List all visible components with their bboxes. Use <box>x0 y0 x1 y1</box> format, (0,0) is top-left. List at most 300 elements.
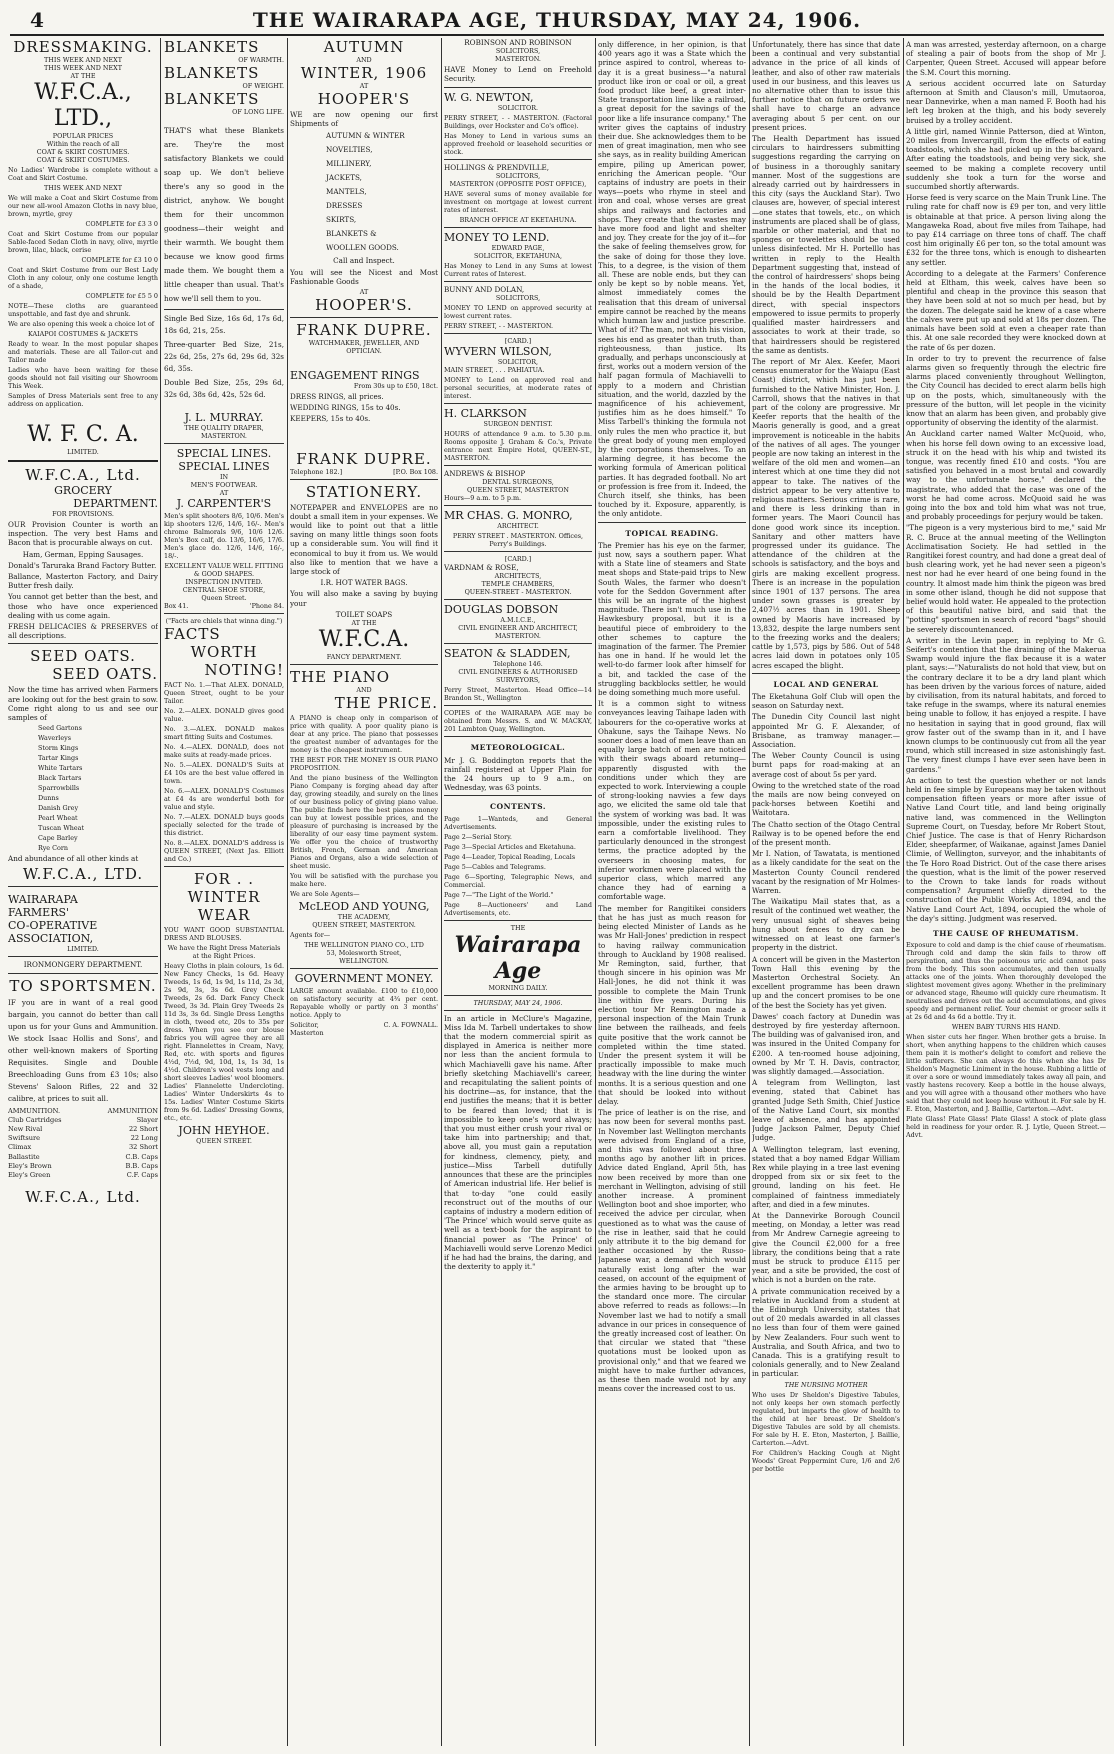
ad-subline: COAT & SKIRT COSTUMES. <box>36 148 130 156</box>
merchant-name: MR CHAS. G. MONRO, <box>444 509 573 523</box>
ad-subline: MEN'S FOOTWEAR. <box>190 481 258 489</box>
ad-text: THE BEST FOR THE MONEY IS OUR PIANO PROPOSITION. <box>290 756 438 773</box>
list-item: White Tartars <box>38 764 83 773</box>
list-item: The Weber County Council is using burnt paps for road-making at an average cost of about 5s per yard. <box>752 751 900 779</box>
ad-text: Ready to wear. In the most popular shapes and materials. These are all Tailor-cut and Tailor made <box>8 340 158 364</box>
ad-subline: BRANCH OFFICE AT EKETAHUNA. <box>459 215 577 224</box>
ad-subline: FOR PROVISIONS. <box>52 510 114 518</box>
list-item: According to a delegate at the Farmers' Conference held at Eltham, this week, calves have been so plentiful and cheap in the province this season that they have been sold at not so much per head, but by the dozen. The delegate said he knew of a case where the calves were put up and sold at 18s per dozen. The animals have been sold at even a cheaper rate than this. At one sale recorded they were knocked down at the rate of 6s per dozen. <box>906 268 1106 352</box>
column-rule <box>903 38 904 1746</box>
ad-subline: COAT & SKIRT COSTUMES. <box>36 156 130 164</box>
ad-subline: MASTERTON. <box>201 432 247 440</box>
ad-text: Ladies who have been waiting for these goods should not fail visiting our Showroom This Week. <box>8 366 158 390</box>
ad-subline: AND <box>356 686 372 695</box>
sportsmen-heading: TO SPORTSMEN. <box>9 976 157 995</box>
article-text: Unfortunately, there has since that date been a continual and very substantial advance in the price of all kinds of leather, and also of other raw materials used in our business, and this leaves us no alternative other than to issue this further notice that on future orders we shall have to charge an advance averaging about 5 per cent. on our present prices. <box>752 40 900 132</box>
ad-subline: OF WEIGHT. <box>242 82 284 90</box>
list-item: Pearl Wheat <box>38 814 78 823</box>
table-cell: 22 Long <box>130 1134 158 1143</box>
ad-subline: FANCY DEPARTMENT. <box>326 653 402 662</box>
merchant-name: ROBINSON AND ROBINSON <box>464 38 572 47</box>
list-item: Horse feed is very scarce on the Main Trunk Line. The ruling rate for chaff now is £9 per ton, and very little is obtainable at that price. A person living along the Mangaweka Road, about five miles from Taihape, had to pay £14 carriage on three tons of chaff. The chaff cost him originally £6 per ton, so the total amount was £32 for the three tons, which is enough to dishearten any settler. <box>906 193 1106 267</box>
wfca-heading: W.F.C.A., LTD., <box>34 80 132 131</box>
table-cell: Club Cartridges <box>8 1115 62 1124</box>
list-item: NOVELTIES, <box>326 145 373 155</box>
price-line: Double Bed Size, 25s, 29s 6d, 32s 6d, 38s 6d, 42s, 52s 6d. <box>164 378 284 399</box>
list-item: Page 3—Special Articles and Eketahuna. <box>444 842 576 851</box>
list-item: A little girl, named Winnie Patterson, died at Winton, 20 miles from Invercargill, from the effects of eating toadstools, which she had picked up in the backyard. After eating the toadstools, and being very sick, she seemed to be making a complete recovery until suddenly she took a turn for the worse and succumbed shortly afterwards. <box>906 126 1106 192</box>
local-news-list <box>906 40 1106 923</box>
ad-subline: IN <box>219 473 229 481</box>
section-heading: CONTENTS. <box>490 802 546 812</box>
column-rule <box>287 38 288 1746</box>
winter-heading: WEAR <box>197 906 251 924</box>
merchant-name: C. A. FOWNALL. <box>383 1021 438 1030</box>
ad-text: Coat and Skirt Costume from our popular Sable-faced Sedan Cloth in navy, olive, myrtle brown, lilac, black, cerise <box>8 230 158 254</box>
ad-subline: SOLICITORS, <box>495 47 541 56</box>
facts-list <box>164 681 284 863</box>
column-6 <box>752 38 900 1746</box>
list-item: Seed Gartons <box>38 724 82 733</box>
merchant-name: HOLLINGS & PRENDVILLE, <box>444 162 549 172</box>
ad-subline: SOLICITOR, EKETAHUNA, <box>473 251 562 260</box>
ad-subline: THIS WEEK AND NEXT <box>44 64 122 72</box>
ad-text: Coat and Skirt Costume from our Best Lady Cloth in any colour, only one costume length of a shade, <box>8 266 158 290</box>
ad-subline: QUEEN STREET, MASTERTON. <box>312 921 416 930</box>
table-row <box>8 1162 158 1171</box>
article-text: The report of Mr Alex. Keefer, Maori census enumerator for the Waiapu (East Coast) district, which has just been furnished to the Native Minister, Hon. J. Carroll, shows that the natives in that part of the colony are progressive. Mr Keefer reports that the health of the Maoris generally is good, and a great improvement is noticeable in the habits of the natives of all ages. The younger people are now taking an interest in the welfare of the old men and women—an interest which at one time they did not appear to take. The natives of the district appear to be very attentive to religious matters. Serious crime is rare, and there is less drinking than in former years. The Maori Council has done good work since its inception. Sanitary and other matters have progressed under its guidance. The attendance of the children at the schools is satisfactory, and the boys and girls are making excellent progress. There is an increase in the population since 1901 of 137 persons. The area under sown grasses is greater by 2,407½ acres than in 1901. Sheep owned by Maoris have increased by 13,832, despite the large numbers sent to the freezing works and the dealers; cattle by 1,573, pigs by 586. Out of 548 acres laid down in potatoes only 105 acres escaped the blight. <box>752 356 900 670</box>
ad-subline: THIS WEEK AND NEXT <box>44 56 122 64</box>
list-item: JACKETS, <box>326 173 362 183</box>
ad-text: DRESS RINGS, all prices. <box>290 392 384 402</box>
article-text: Mr J. G. Boddington reports that the rainfall registered at Upper Plain for the 24 hours up to 9 a.m., on Wednesday, was 63 points. <box>444 755 592 793</box>
blankets-heading: BLANKETS <box>164 64 260 82</box>
wfca-heading: W.F.C.A., Ltd. <box>25 1188 141 1207</box>
column-5 <box>598 38 746 1746</box>
ad-text: You will see the Nicest and Most Fashionable Goods <box>290 267 438 286</box>
merchant-name: SEATON & SLADDEN, <box>444 647 571 661</box>
list-item: Page 7—"The Light of the World." <box>444 890 554 899</box>
blankets-heading: BLANKETS <box>164 90 260 108</box>
column-rule <box>595 38 596 1746</box>
list-item: Danish Grey <box>38 804 79 813</box>
ad-heading: WAIRARAPA <box>8 893 78 907</box>
ad-text: No Ladies' Wardrobe is complete without a Coat and Skirt Costume. <box>8 166 158 182</box>
leader-date: THURSDAY, MAY 24, 1906. <box>473 998 563 1007</box>
ad-subline: EXCELLENT VALUE WELL FITTING & GOOD SHAPES. <box>164 562 284 578</box>
merchant-name: J. L. MURRAY. <box>184 411 264 424</box>
list-item: Page 4—Leader, Topical Reading, Locals <box>444 852 576 861</box>
ad-subline: SOLICITORS, <box>495 294 541 303</box>
article-text: The Health Department has issued circulars to hairdressers submitting suggestions regarding the carrying on of business in a thoroughly sanitary manner. Most of the suggestions are already carried out by hairdressers in this city (says the Auckland Star). Two clauses are, however, of special interest—one states that towels, etc., on which instruments are placed shall be of glass, marble or other material, and that no sponges or towelettes should be used unless disinfected. Mr H. Portelllo has written in reply to the Health Department suggesting that, instead of the control of hairdressers' shops being in the hands of the local bodies, it should be by the Health Department direct, with special inspectors empowered to issue permits to properly qualified master hairdressers and associates to work at their trade, so that hairdressers should be registered the same as dentists. <box>752 134 900 355</box>
ad-subline: MORNING DAILY. <box>488 983 548 992</box>
ad-subline: MASTERTON. <box>495 55 541 64</box>
winter-heading: WINTER <box>187 888 261 906</box>
section-heading: THE CAUSE OF RHEUMATISM. <box>933 929 1079 939</box>
column-1 <box>8 38 158 1746</box>
ad-subline: OF WARMTH. <box>238 56 284 64</box>
ad-heading: SPECIAL LINES. <box>176 447 272 460</box>
ad-subline: MASTERTON. <box>495 632 541 641</box>
list-item: Cape Barley <box>38 834 78 843</box>
table-cell: Slayer <box>136 1115 158 1124</box>
section-heading: THE NURSING MOTHER <box>784 1380 868 1389</box>
ad-text: WEDDING RINGS, 15s to 40s. <box>290 403 401 413</box>
phone-number: Telephone 182.] <box>290 467 343 476</box>
merchant-name: FRANK DUPRE. <box>296 449 432 468</box>
ad-text: LARGE amount available. £100 to £10,000 on satisfactory security at 4¾ per cent. Repayable wholly or partly on 3 months' notice. Apply to <box>290 987 438 1020</box>
ad-text: Who uses Dr Sheldon's Digestive Tabules, not only keeps her own stomach perfectly regulated, but imparts the glow of health to the child at her breast. Dr Sheldon's Digestive Tabules are sold by all chemists. For sale by H. E. Eton, Masterton, J. Baillie, Carterton.—Advt. <box>752 1390 900 1447</box>
ad-text: We are also opening this week a choice lot of <box>8 320 155 328</box>
ad-subline: Telephone 146. <box>493 660 543 669</box>
ad-text: HAVE several sums of money available for investment on mortgage at lowest current rates of interest. <box>444 189 592 214</box>
price-line: From 30s up to £50, 18ct. <box>353 382 438 391</box>
ad-text: THAT'S what these Blankets are. They're the most satisfactory Blankets we could soap up. We don't believe there's any so good in the district, anyhow. We bought them for their uncommon goodness—their weight and their warmth. We bought them because we know good firms made them. We bought them a little cheaper than usual. That's how we'll sell them to you. <box>164 126 284 303</box>
ad-text: And the piano business of the Wellington Piano Company is forging ahead day after day, growing steadily, and surely on the lines of our business policy of giving piano value. The public finds here the best pianos money can buy at lowest possible prices, and the pleasure of purchasing is increased by the liberality of our easy time payment system. We offer you the choice of trustworthy British, French, German and American Pianos and Organs, also a wide selection of sheet music. <box>290 774 438 871</box>
ad-subline: WELLINGTON. <box>339 957 389 966</box>
ad-subline: CIVIL ENGINEERS & AUTHORISED SURVEYORS, <box>458 668 578 685</box>
ad-subline: OF LONG LIFE. <box>232 108 284 116</box>
column-2 <box>164 38 284 1746</box>
list-item: Owing to the wretched state of the road the mails are now being conveyed on pack-horses between Koetihi and Waitotara. <box>752 780 900 818</box>
list-item: Page 2—Serial Story. <box>444 832 512 841</box>
ad-subline: QUEEN STREET. <box>196 1137 252 1145</box>
table-cell: Eley's Brown <box>8 1161 52 1170</box>
ad-subline: CIVIL ENGINEER AND ARCHITECT, <box>458 624 578 633</box>
list-item: Dawes' coach factory at Dunedin was destroyed by fire yesterday afternoon. The building was of galvanised iron, and was insured in the United Company for £200. A ten-roomed house adjoining, owned by Mr T. H. Davis, contractor, was slightly damaged.—Association. <box>752 1011 900 1076</box>
ad-text: NOTE—These cloths are guaranteed unspottable, and fast dye and shrunk. <box>8 302 158 318</box>
ad-text: Ham, German, Epping Sausages. <box>22 549 144 559</box>
ad-subline: AT THE <box>70 72 96 80</box>
ad-heading: CO-OPERATIVE <box>8 919 98 933</box>
list-item: At the Dannevirke Borough Council meeting, on Monday, a letter was read from Mr Andrew Carnegie agreeing to give the Council £2,000 for a free library, the conditions being that a rate must be struck to produce £115 per year, and a site be provided, the cost of which is not a burden on the rate. <box>752 1210 900 1285</box>
column-rule <box>441 38 442 1746</box>
list-item: Black Tartars <box>38 774 82 783</box>
ad-subline: [CARD.] <box>504 337 532 346</box>
table-cell: B.B. Caps <box>125 1161 158 1170</box>
list-item: The Waikatipu Mail states that, as a result of the continued wet weather, the very unusual sight of sheaves being hung about fences to dry can be witnessed on at least one farmer's property in the district. <box>752 897 900 953</box>
page-number: 4 <box>30 8 44 32</box>
article-text: The price of leather is on the rise, and has now been for several months past. In November last Wellington merchants were advised from England of a rise, and this was followed about three months ago by another lift in prices. Advice dated England, April 5th, has now been received by more than one merchant in Wellington, advising of still another increase. A prominent Wellington boot and shoe importer, who received the advice per circular, when questioned as to what was the cause of the rise in leather, said that he could only attribute it to the big demand for leather occasioned by the Russo-Japanese war, a demand which would naturally exist long after the war ceased, on account of the equipment of the armies having to be brought up to the standard once more. The circular above referred to reads as follows:—In November last we had to notify a small advance in our prices in consequence of the greatly increased cost of leather. On that circular we stated that "these quotations must be looked upon as provisional only," and that we feared we might have to make further advances, as these then made would not by any means cover the increased cost to us. <box>598 1108 746 1394</box>
ad-subline: A.M.I.C.E., <box>500 616 536 625</box>
ad-subline: TOILET SOAPS <box>335 609 393 619</box>
merchant-name: H. CLARKSON <box>444 407 527 421</box>
facts-heading: WORTH <box>190 643 258 661</box>
ad-text: NOTEPAPER and ENVELOPES are no doubt a small item in your expenses. We would like to point out that a little saving on many little things soon foots up a considerable sum. You will find it economical to buy it from us. We would also like to mention that we have a large stock of <box>290 502 438 577</box>
list-item: No. 5.—ALEX. DONALD'S Suits at £4 10s are the best value offered in town. <box>164 761 284 785</box>
table-cell: Climax <box>8 1143 32 1152</box>
price-line: COMPLETE for £3 3 0 <box>85 220 158 228</box>
ad-subline: THE ACADEMY, <box>337 913 391 922</box>
merchant-name: BUNNY AND DOLAN, <box>444 284 525 294</box>
hooper-items <box>290 130 438 254</box>
list-item: The Eketahuna Golf Club will open the season on Saturday next. <box>752 692 900 711</box>
list-item: No. 8.—ALEX. DONALD'S address is QUEEN STREET, (Next Jas. Elliott and Co.) <box>164 839 284 863</box>
wfca-heading: W.F.C.A. <box>318 627 410 653</box>
table-header: AMMUNITION. <box>8 1106 61 1115</box>
ad-subline: SOLICITOR. <box>497 103 539 112</box>
wfca-heading: W.F.C.A., LTD. <box>22 865 144 884</box>
merchant-name: JOHN HEYHOE. <box>178 1124 270 1137</box>
ad-text: IF you are in want of a real good bargain, you cannot do better than call upon us for your Guns and Ammunition. We stock Isaac Hollis and Sons', and other well-known makers of Sporting Requisites. Single and Double Breechloading Guns from £3 10s; also Stevens' Saloon Rifles, 22 and 32 calibre, at prices to suit all. <box>8 997 158 1103</box>
merchant-name: ANDREWS & BISHOP <box>444 469 526 479</box>
section-heading: METEOROLOGICAL. <box>470 743 566 753</box>
table-row <box>8 1125 158 1134</box>
list-item: SKIRTS, <box>326 215 357 225</box>
merchant-name: EDWARD PAGE, <box>491 243 545 252</box>
winter-heading: FOR . . <box>193 870 255 888</box>
ad-text: You will be satisfied with the purchase you make here. <box>290 872 438 889</box>
ad-subline: TEMPLE CHAMBERS, <box>481 580 555 589</box>
table-cell: Ballastite <box>8 1152 40 1161</box>
stationery-heading: STATIONERY. <box>305 482 423 501</box>
ad-subline: MASTERTON (OPPOSITE POST OFFICE), <box>449 179 587 188</box>
price-line: Single Bed Size, 16s 6d, 17s 6d, 18s 6d, 21s, 25s. <box>164 314 284 335</box>
table-header: AMMUNITION <box>107 1106 158 1115</box>
ad-subline: CENTRAL SHOE STORE, <box>182 586 266 594</box>
ad-subline: Within the reach of all <box>46 140 120 148</box>
ad-subline: MAIN STREET, . . . PAHIATUA. <box>444 366 545 375</box>
list-item: Storm Kings <box>38 744 79 753</box>
table-row <box>8 1171 158 1180</box>
ad-text: We have the Right Dress Materials at the Right Prices. <box>167 944 281 960</box>
ad-subline: AT <box>359 288 369 297</box>
merchant-name: W. G. NEWTON, <box>444 90 534 104</box>
list-item: An action to test the question whether or not lands held in fee simple by Europeans may be taken without compensation fifteen years or more after issue of Native Land Court title, and land being originally native land, was commenced in the Wellington Supreme Court, on Tuesday, before Mr Robert Stout, Chief Justice. The case is that of Henry Richardson Elder, sheepfarmer, of Waikanae, against James Daniel Climie, of Wellington, surveyor, and the inhabitants of the Te Horo Road District. Out of the case there arises the question, what is the limit of the power reserved to the Crown to take lands for roads without compensation? Argument chiefly directed to the construction of the Public Works Act, 1894, and the Native Land Court Act, 1894, occupied the whole of the day's sitting. Judgment was reserved. <box>906 775 1106 923</box>
facts-heading: NOTING! <box>204 661 284 679</box>
list-item: Rye Corn <box>38 844 69 853</box>
wfca-heading: W.F.C.A., Ltd. <box>25 466 141 484</box>
merchant-name: DOUGLAS DOBSON <box>444 603 559 617</box>
phone-number: 'Phone 84. <box>249 602 284 610</box>
ad-subline: POPULAR PRICES <box>52 132 114 140</box>
merchant-name: VARDNAM & ROSE, <box>444 563 519 573</box>
ad-text: A PIANO is cheap only in comparison of price with quality. A poor quality piano is dear at any price. The piano that possesses the greatest number of advantages for the money is the cheapest instrument. <box>290 714 438 755</box>
list-item: MANTELS, <box>326 187 367 197</box>
table-row <box>8 1116 158 1125</box>
newspaper-nameplate: Wairarapa Age <box>454 931 582 984</box>
ad-text: Agents for— <box>290 931 331 940</box>
article-text: The member for Rangitikei considers that he has just as much reason for being elected Minister of Lands as he was Mr Hall-Jones' prediction in respect to having railway communication through to Auckland by 1908 realised. Mr Remington, said, further, that though sincere in his opinion was Mr Hall-Jones, he did not think it was possible to complete the Main Trunk line within five years. During his election tour Mr Remington made a personal inspection of the Main Trunk line between the railheads, and feels quite positive that the work cannot be completed within the time stated. Under the present system it will be practically impossible to make much headway with the line during the winter months. It is a serious question and one that should be looked into without delay. <box>598 903 746 1106</box>
price-line: COMPLETE for £3 10 0 <box>81 256 158 264</box>
article-text: only difference, in her opinion, is that 400 years ago it was a State which the prince aspired to control, whereas to-day it is a great business—"a natural product like iron or coal or oil, a great food product like beef, a great inter-State transportation line like a railroad, a great deposit for the savings of the poor like a life insurance company." The writer gives the captains of industry their due. She acknowledges them to be men of great imagination, men who see she says, as in reality building American empire, piling up American power, enriching the American people. "Our captains of industry are poets in their ways—poets who rhyme in steel and iron and coal, whose verses are great ships and railways and factories and shops. They create that the wastes may have more food and light and shelter and joy. They create for the joy of it—for the sake of feeling themselves grow, for the sake of doing for those they love. This, to a degree, is the vision of them all. These are noble ends, but they can only be kept so by noble means. Yet, almost immediately comes the realisation that this dream of universal empire cannot be reached by the means which human law and justice prescribe. What of it? The man, not with his vision, sees his end as greater than truth, than righteousness, than justice. Its gradually, and perhaps unconsciously at first, works out a modern version of the half pagan formula of Machiavelli to apply to a modern and Christian situation, and the world, dazzled by the magnificence of his achievement, justifies him as he does himself." To Miss Tarbell's thinking the formula not only rules the men who practice it, but the great body of young men employed by the corporations themselves. To an alarming degree, it has become the working formula of American political parties. It has degraded football. No art or profession is free from it. Indeed, the Church itself, she thinks, has been touched by it. Exposure, apparently, is the only antidote. <box>598 40 746 519</box>
ad-text: OUR Provision Counter is worth an inspection. The very best Hams and Bacon that is procurable always on cut. <box>8 520 158 548</box>
piano-heading: THE PRICE. <box>334 694 438 713</box>
ad-subline: AT <box>359 82 369 90</box>
list-item: Mr I. Nation, of Tawatata, is mentioned as a likely candidate for the seat on the Masterton County Council rendered vacant by the resignation of Mr Holmes-Warren. <box>752 849 900 896</box>
ad-text: For Children's Hacking Cough at Night Woods' Great Peppermint Cure, 1/6 and 2/6 per bottle <box>752 1448 900 1473</box>
list-item: Page 1—Wanteds, and General Advertisements. <box>444 814 592 831</box>
list-item: Page 8—Auctioneers' and Land Advertisements, etc. <box>444 900 592 917</box>
list-item: The Chatto section of the Otago Central Railway is to be opened before the end of the present month. <box>752 819 900 848</box>
column-3 <box>290 38 438 1746</box>
ad-text: HOURS of attendance 9 a.m. to 5.30 p.m. Rooms opposite J. Graham & Co.'s, Private entrance next Empire Hotel, QUEEN-ST., MASTERTON. <box>444 430 592 463</box>
table-row <box>8 1153 158 1162</box>
ad-subline: SOLICITOR, <box>497 358 539 367</box>
section-heading: LOCAL AND GENERAL <box>773 679 879 689</box>
ad-subline: PERRY STREET, - - MASTERTON. <box>444 322 554 331</box>
price-line: COMPLETE for £5 5 0 <box>85 292 158 300</box>
list-item: AUTUMN & WINTER <box>326 131 405 141</box>
ad-subline: THIS WEEK AND NEXT <box>44 184 122 192</box>
ad-heading: GOVERNMENT MONEY. <box>294 972 434 986</box>
ad-text: Men's split shooters 8/6, 10/6. Men's kip shooters 12/6, 14/6, 16/-. Men's chrome Balmorals 9/6, 10/6 12/6. Men's Box calf, do. 13/6, 16/6, 17/6. Men's glace do. 12/6, 14/6, 16/-, 18/-. <box>164 512 284 560</box>
ad-heading: ASSOCIATION, <box>8 932 94 946</box>
list-item: BLANKETS & <box>326 229 377 239</box>
table-cell: Eley's Green <box>8 1171 51 1180</box>
ad-subline: AT <box>219 489 229 497</box>
box-number: Box 41. <box>164 602 189 610</box>
ad-text: HAVE Money to Lend on Freehold Security. <box>444 65 592 84</box>
ad-subline: Solicitor, <box>290 1021 319 1030</box>
list-item: No. 6.—ALEX. DONALD'S Costumes at £4 4s are wonderful both for value and style. <box>164 787 284 811</box>
column-rule <box>749 38 750 1746</box>
list-item: A man was arrested, yesterday afternoon, on a charge of stealing a pair of boots from the shop of Mr J. Carpenter, Queen Street. Accused will appear before the S.M. Court this morning. <box>906 40 1106 77</box>
list-item: The Dunedin City Council last night appointed Mr G. F. Alexander, of Brisbane, as tramway manager.—Association. <box>752 712 900 750</box>
article-text: It is a common sight to witness conveyances leaving Taihape laden with labourers for the co-operative works at Ohakune, says the Taihape News. No sooner does a load of men leave than an equally large batch of men are noticed with their swags aboard returning—apparently disgusted with the conditions under which they are expected to work. Interviewing a couple of strong-looking navvies a few days ago, we elicited the same old tale that the system of working was bad. It was impossible, under the existing rules to earn a comfortable livelihood. They particularly denounced in the strongest terms, the practice adopted by the overseers in choosing mates, for inferior workmen were placed with the superior class, which marred any chance they had of earning a comfortable wage. <box>598 699 746 902</box>
ad-subline: LIMITED. <box>67 448 99 456</box>
list-item: In order to try to prevent the recurrence of false alarms given so frequently through the electric fire alarms placed conveniently throughout Wellington, the City Council has decided to erect alarm bells high up on the posts, which, simultaneously with the pressure of the button, will let people in the vicinity know that an alarm has been given, and probably give opportunity of observing the identity of the alarmist. <box>906 353 1106 428</box>
ad-subline: WATCHMAKER, JEWELLER, AND OPTICIAN. <box>308 339 420 356</box>
column-4 <box>444 38 592 1746</box>
list-item: Page 6—Sporting, Telegraphic News, and Commercial. <box>444 872 592 889</box>
table-row <box>8 1134 158 1143</box>
wfca-heading: W. F. C. A. <box>27 422 139 447</box>
ad-subline: THE WELLINGTON PIANO CO., LTD <box>304 941 424 950</box>
ad-text: Has Money to Lend in any Sums at lowest Current rates of Interest. <box>444 261 592 278</box>
ad-subline: ARCHITECTS, <box>494 572 542 581</box>
ad-text: Ballance, Masterton Factory, and Dairy Butter fresh daily. <box>8 572 158 591</box>
ammunition-table <box>8 1107 158 1181</box>
list-item: "The pigeon is a very mysterious bird to me," said Mr R. C. Bruce at the annual meeting of the Wellington Acclimatisation Society. He had settled in the Rangitikei forest country, and had done a great deal of bush clearing work, yet he had never seen a pigeon's nest nor had he ever heard of one being found in the country. It almost made him think the pigeon was bred in some other island, though he did not suppose that belief would hold water. He appealed to the protection of this beautiful native bird, and said that the "potting" sportsmen in search of record "bags" should be severely discountenanced. <box>906 523 1106 634</box>
ad-text: We are Sole Agents— <box>290 890 360 899</box>
table-cell: New Rival <box>8 1125 43 1134</box>
list-item: WOOLLEN GOODS. <box>326 243 399 253</box>
ad-heading: SPECIAL LINES <box>178 460 270 473</box>
ad-text: WE are now opening our first Shipments of <box>290 110 438 129</box>
ad-heading: DEPARTMENT. <box>73 497 158 510</box>
ad-text: You cannot get better than the best, and those who have once experienced dealing with us come again. <box>8 592 158 620</box>
ad-text: MONEY TO LEND on approved security at lowest current rates. <box>444 304 592 321</box>
price-line: Three-quarter Bed Size, 21s, 22s 6d, 25s, 27s 6d, 29s 6d, 32s 6d, 35s. <box>164 340 284 373</box>
ad-subline: Hours—9 a.m. to 5 p.m. <box>444 494 522 503</box>
merchant-name: McLEOD AND YOUNG, <box>298 900 430 914</box>
table-cell: 22 Short <box>128 1125 158 1134</box>
list-item: A writer in the Levin paper, in replying to Mr G. Seifert's contention that the draining of the Makerua Swamp would injure the flax because it is a water plant, says:—"Naturalists do not hold that view, but on the contrary declare it to be a dry land plant which has been driven by the various forces of nature, aided by civilisation, from its natural habitats, and forced to take refuge in the swamps, where its natural enemies being unable to follow, it has enjoyed a respite. I have no hesitation in saying that in good ground, flax will grow faster out of the swamp than in it, and I have known clumps to be continuously cut from all the year round, which still increased in size astonishingly fast. The very finest clumps I have ever seen have been in gardens." <box>906 635 1106 774</box>
list-item: A concert will be given in the Masterton Town Hall this evening by the Masterton Orchestral Society. An excellent programme has been drawn up and the concert promises to be one of the best the Society has yet given. <box>752 954 900 1010</box>
section-heading: WHEN BABY TURNS HIS HAND. <box>951 1023 1061 1032</box>
piano-heading: THE PIANO <box>290 668 391 687</box>
ad-subline: QUEEN STREET, MASTERTON <box>466 486 569 495</box>
seed-oats-heading: SEED OATS. <box>30 647 136 666</box>
local-news-list <box>752 692 900 1379</box>
leader-article: In an article in McClure's Magazine, Miss Ida M. Tarbell undertakes to show that the modern commercial spirit as displayed in America is neither more nor less than the ancient formula to which Machiavelli gave his name. After briefly sketching Machiavelli's career, and recapitulating the salient points of his doctrine—as, for instance, that the end justifies the means; that it is better to be feared than loved; that it is impossible to keep one's word always; that you must either crush your rival or take him into partnership; and that, above all, you must gain a reputation for kindness, clemency, piety, and justice—Miss Tarbell dutifully announces that these are the principles of American industrial life. Her belief is that to-day "one could easily reconstruct out of the mouths of our captains of industry a modern edition of 'The Prince' which would serve quite as well as a text-book for the aspirant to financial power as 'The Prince' of Machiavelli would serve Lorenzo Medici if he had had the brains, the daring, and the dexterity to apply it." <box>444 1013 592 1272</box>
ad-text: When sister cuts her finger. When brother gets a bruise. In short, when anything happens to the children which causes them pain it is mother's delight to comfort and relieve the little sufferers. She can always do this when she has Dr Sheldon's Magnetic Liniment in the house. Rubbing a little of it over a sore or wound immediately takes away all pain, and vastly hastens recovery. Keep a bottle in the house always, and you will agree with a thousand other mothers who have said that they could not keep house without it. For sale by H. E. Eton, Masterton, and J. Baillie, Carterton.—Advt. <box>906 1033 1106 1114</box>
ad-text: MONEY to Lend on approved real and personal securities, at moderate rates of interest. <box>444 376 592 401</box>
dressmaking-heading: DRESSMAKING. <box>13 38 153 56</box>
list-item: MILLINERY, <box>326 159 372 169</box>
list-item: DRESSES <box>326 201 363 211</box>
facts-heading: FACTS <box>164 625 221 643</box>
ad-subline: I.R. HOT WATER BAGS. <box>320 578 408 588</box>
list-item: An Auckland carter named Walter McQuoid, who, when his horse fell down owing to an excessive load, struck it on the head with his whip and twisted its tongue, was recently fined £10 and costs. "You are satisfied you behaved in a most brutal and cowardly way to the unfortunate horse," declared the magistrate, who added that the case was one of the worst he had come across. McQuoid said he was going into the box and told him what was not true, and probably proceedings for perjury would be taken. <box>906 429 1106 522</box>
ad-text: Now the time has arrived when Farmers are looking out for the best grain to sow. Come right along to us and see our samples of <box>8 685 158 723</box>
column-rule <box>160 38 161 1746</box>
ad-text: Exposure to cold and damp is the chief cause of rheumatism. Through cold and damp the skin fails to throw off perspiration, and thus the poisonous uric acid cannot pass from the body. This soon accumulates, and then usually attacks one of the joints. When thoroughly developed the slightest movement gives agony. Whether in the preliminary or advanced stage, Rheumo will quickly cure rheumatism. It neutralises and drives out the acid accumulations, and gives speedy and permanent relief. Your chemist or grocer sells it at 2s 6d and 4s 6d a bottle. Try it. <box>906 941 1106 1022</box>
ad-text: COPIES of the WAIRARAPA AGE may be obtained from Messrs. S. and W. MACKAY, 201 Lambton Quay, Wellington. <box>444 709 592 734</box>
list-item: Sparrowbills <box>38 784 80 793</box>
list-item: No. 3.—ALEX. DONALD makes smart fitting Suits and Costumes. <box>164 725 284 741</box>
merchant-name: FRANK DUPRE. <box>296 321 432 340</box>
seed-oats-heading: SEED OATS. <box>52 665 158 684</box>
list-item: Waverleys <box>38 734 71 743</box>
table-row <box>8 1143 158 1152</box>
oats-list <box>8 724 158 852</box>
table-cell: Swiftsure <box>8 1134 41 1143</box>
box-number: [P.O. Box 108. <box>393 467 438 476</box>
ad-subline: AND <box>356 56 372 64</box>
merchant-name: WYVERN WILSON, <box>444 345 552 359</box>
ad-text: You will also make a saving by buying your <box>290 589 438 608</box>
ad-text: KEEPERS, 15s to 40s. <box>290 414 371 424</box>
ad-text: And abundance of all other kinds at <box>8 854 139 864</box>
column-7 <box>906 38 1106 1746</box>
ad-subline: Queen Street. <box>201 594 247 602</box>
ad-subline: DENTAL SURGEONS, <box>482 478 554 487</box>
list-item: Tuscan Wheat <box>38 824 85 833</box>
ad-subline: AT THE <box>351 619 377 628</box>
ad-subline: KAIAPOI COSTUMES & JACKETS <box>27 330 138 338</box>
article-text: The Premier has his eye on the farmer, just now, says a southern paper. What with a State line of steamers and State meat shops and State-paid trips to New South Wales, the farmer who doesn't vote for the Seddon Government after this will be an ingrate of the highest magnitude. There isn't much use in the Hawkesbury proposal, but it is a beautiful piece of embroidery to the other schemes to capture the imagination of the farmer. The Premier has one in hand. If he would let the well-to-do farmer look after himself for a bit, and tackled the case of the struggling backblocks settler, he would be doing something much more useful. <box>598 540 746 698</box>
list-item: Tartar Kings <box>38 754 79 763</box>
merchant-name: HOOPER'S <box>317 90 411 108</box>
list-item: FACT No. 1.—That ALEX. DONALD, Queen Street, ought to be your Tailor. <box>164 681 284 705</box>
ad-subline: 53, Molesworth Street, <box>326 949 402 958</box>
ad-text: Samples of Dress Materials sent free to any address on application. <box>8 392 158 408</box>
ad-heading: MONEY TO LEND. <box>444 230 550 244</box>
ad-subline: ARCHITECT. <box>497 522 539 531</box>
table-cell: C.B. Caps <box>125 1152 158 1161</box>
newspaper-title: THE WAIRARAPA AGE, THURSDAY, MAY 24, 1906. <box>252 8 862 32</box>
list-item: A Wellington telegram, last evening, stated that a boy named Edgar William Rex while playing in a tree last evening dropped from six or six feet to the ground, landing on his feet. He complained of faintness immediately after, and died in a few minutes. <box>752 1144 900 1209</box>
ad-subline: SOLICITORS, <box>495 171 541 180</box>
ad-subline: IRONMONGERY DEPARTMENT. <box>23 960 143 970</box>
list-item: A serious accident occurred late on Saturday afternoon at Smith and Clauson's mill, Umutaoroa, near Dannevirke, when a man named F. Booth had his left leg broken at the thigh, and his body severely bruised by a trolley accident. <box>906 78 1106 125</box>
section-heading: TOPICAL READING. <box>625 528 719 538</box>
list-item: A telegram from Wellington, last evening, stated that Cabinet has granted Judge Seth Smith, Chief Justice of the Native Land Court, six months' leave of absence, and has appointed Judge Jackson Palmer, Deputy Chief Judge. <box>752 1078 900 1143</box>
ad-text: We will make a Coat and Skirt Costume from our new all-wool Amazon Cloths in navy blue, brown, myrtle, grey <box>8 194 158 218</box>
ad-text: YOU WANT GOOD SUBSTANTIAL DRESS AND BLOUSES. <box>164 926 284 942</box>
merchant-name: J. CARPENTER'S <box>176 497 272 510</box>
blankets-heading: BLANKETS <box>164 38 260 56</box>
ad-subline: ("Facts are chiels that winna ding.") <box>165 617 283 625</box>
ad-subline: THE <box>510 923 526 932</box>
ad-subline: INSPECTION INVITED. <box>185 578 263 586</box>
ad-heading: ENGAGEMENT RINGS <box>290 369 420 383</box>
ad-subline: Masterton <box>290 1029 324 1038</box>
list-item: No. 2.—ALEX. DONALD gives good value. <box>164 707 284 723</box>
autumn-heading: WINTER, 1906 <box>300 64 428 82</box>
ad-text: PERRY STREET, - - MASTERTON. (Factoral Buildings, over Hockster and Co's office). <box>444 113 592 130</box>
list-item: No. 4.—ALEX. DONALD, does not make suits at ready-made prices. <box>164 743 284 759</box>
ad-subline: QUEEN-STREET - MASTERTON. <box>464 588 572 597</box>
table-cell: 32 Short <box>128 1143 158 1152</box>
list-item: No. 7.—ALEX. DONALD buys goods specially selected for the trade of this district. <box>164 813 284 837</box>
ad-text: Donald's Taruraka Brand Factory Butter. <box>8 560 157 570</box>
merchant-name: HOOPER'S. <box>315 296 413 315</box>
ad-subline: [CARD.] <box>504 555 532 564</box>
ad-text: Perry Street, Masterton. Head Office—14 Brandon St., Wellington <box>444 686 592 703</box>
